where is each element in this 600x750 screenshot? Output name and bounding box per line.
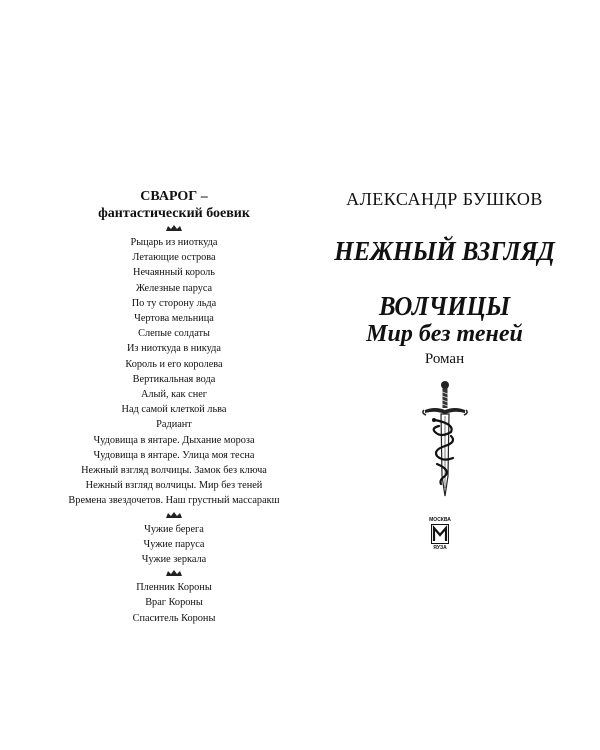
book-list-item: Летающие острова [132,252,216,264]
right-page [312,188,577,498]
book-list-item: Радиант [156,419,192,431]
book-list-item: Чужие паруса [143,538,205,550]
book-list-item: Вертикальная вода [132,373,216,385]
book-list-item: Железные паруса [135,282,213,294]
book-list-item: Король и его королева [125,358,223,370]
sword-with-serpent-icon [421,380,469,498]
book-list-item: Алый, как снег [140,389,208,401]
left-page [40,188,308,626]
book-list-item: Нежный взгляд волчицы. Мир без теней [85,480,263,492]
book-list-item: Чудовища в янтаре. Улица моя тесна [93,449,255,461]
crown-ornament-icon [165,511,183,519]
crown-ornament-icon [165,224,183,232]
book-list-item: Времена звездочетов. Наш грустный массаракш [68,495,280,507]
book-title-line2: ВОЛЧИЦЫ [378,291,511,321]
publisher-city: МОСКВА [429,517,451,523]
book-list-item: Над самой клеткой льва [121,404,227,416]
book-list-item: Чертова мельница [134,313,214,325]
book-list-item: По ту сторону льда [131,297,217,309]
author-name: АЛЕКСАНДР БУШКОВ [346,189,543,209]
book-list-item: Спаситель Короны [132,612,216,624]
book-list-item: Чужие берега [144,523,204,535]
publisher-name: ЯУЗА [433,545,447,551]
series-title-line2: фантастический боевик [98,206,250,221]
book-title-line1: НЕЖНЫЙ ВЗГЛЯД [334,236,555,266]
series-title-line1: СВАРОГ – [140,189,208,204]
book-list-item: Нечаянный король [133,267,215,279]
book-list-group-2 [40,522,308,568]
genre-label: Роман [424,351,465,367]
book-list-item: Пленник Короны [136,582,212,594]
book-list-item: Чужие зеркала [141,554,207,566]
book-list-item: Враг Короны [145,597,203,609]
book-subtitle: Мир без теней [366,321,523,347]
book-list-item: Слепые солдаты [138,328,210,340]
book-list-item: Нежный взгляд волчицы. Замок без ключа [81,465,267,477]
book-list-item: Из ниоткуда в никуда [127,343,221,355]
book-list-item: Чудовища в янтаре. Дыхание мороза [93,434,255,446]
m-letter-logo-icon [431,524,449,544]
book-list-group-3 [40,580,308,626]
book-list-group-1 [40,235,308,509]
publisher-mark [426,517,454,551]
book-list-item: Рыцарь из ниоткуда [130,237,218,248]
crown-ornament-icon [165,569,183,577]
